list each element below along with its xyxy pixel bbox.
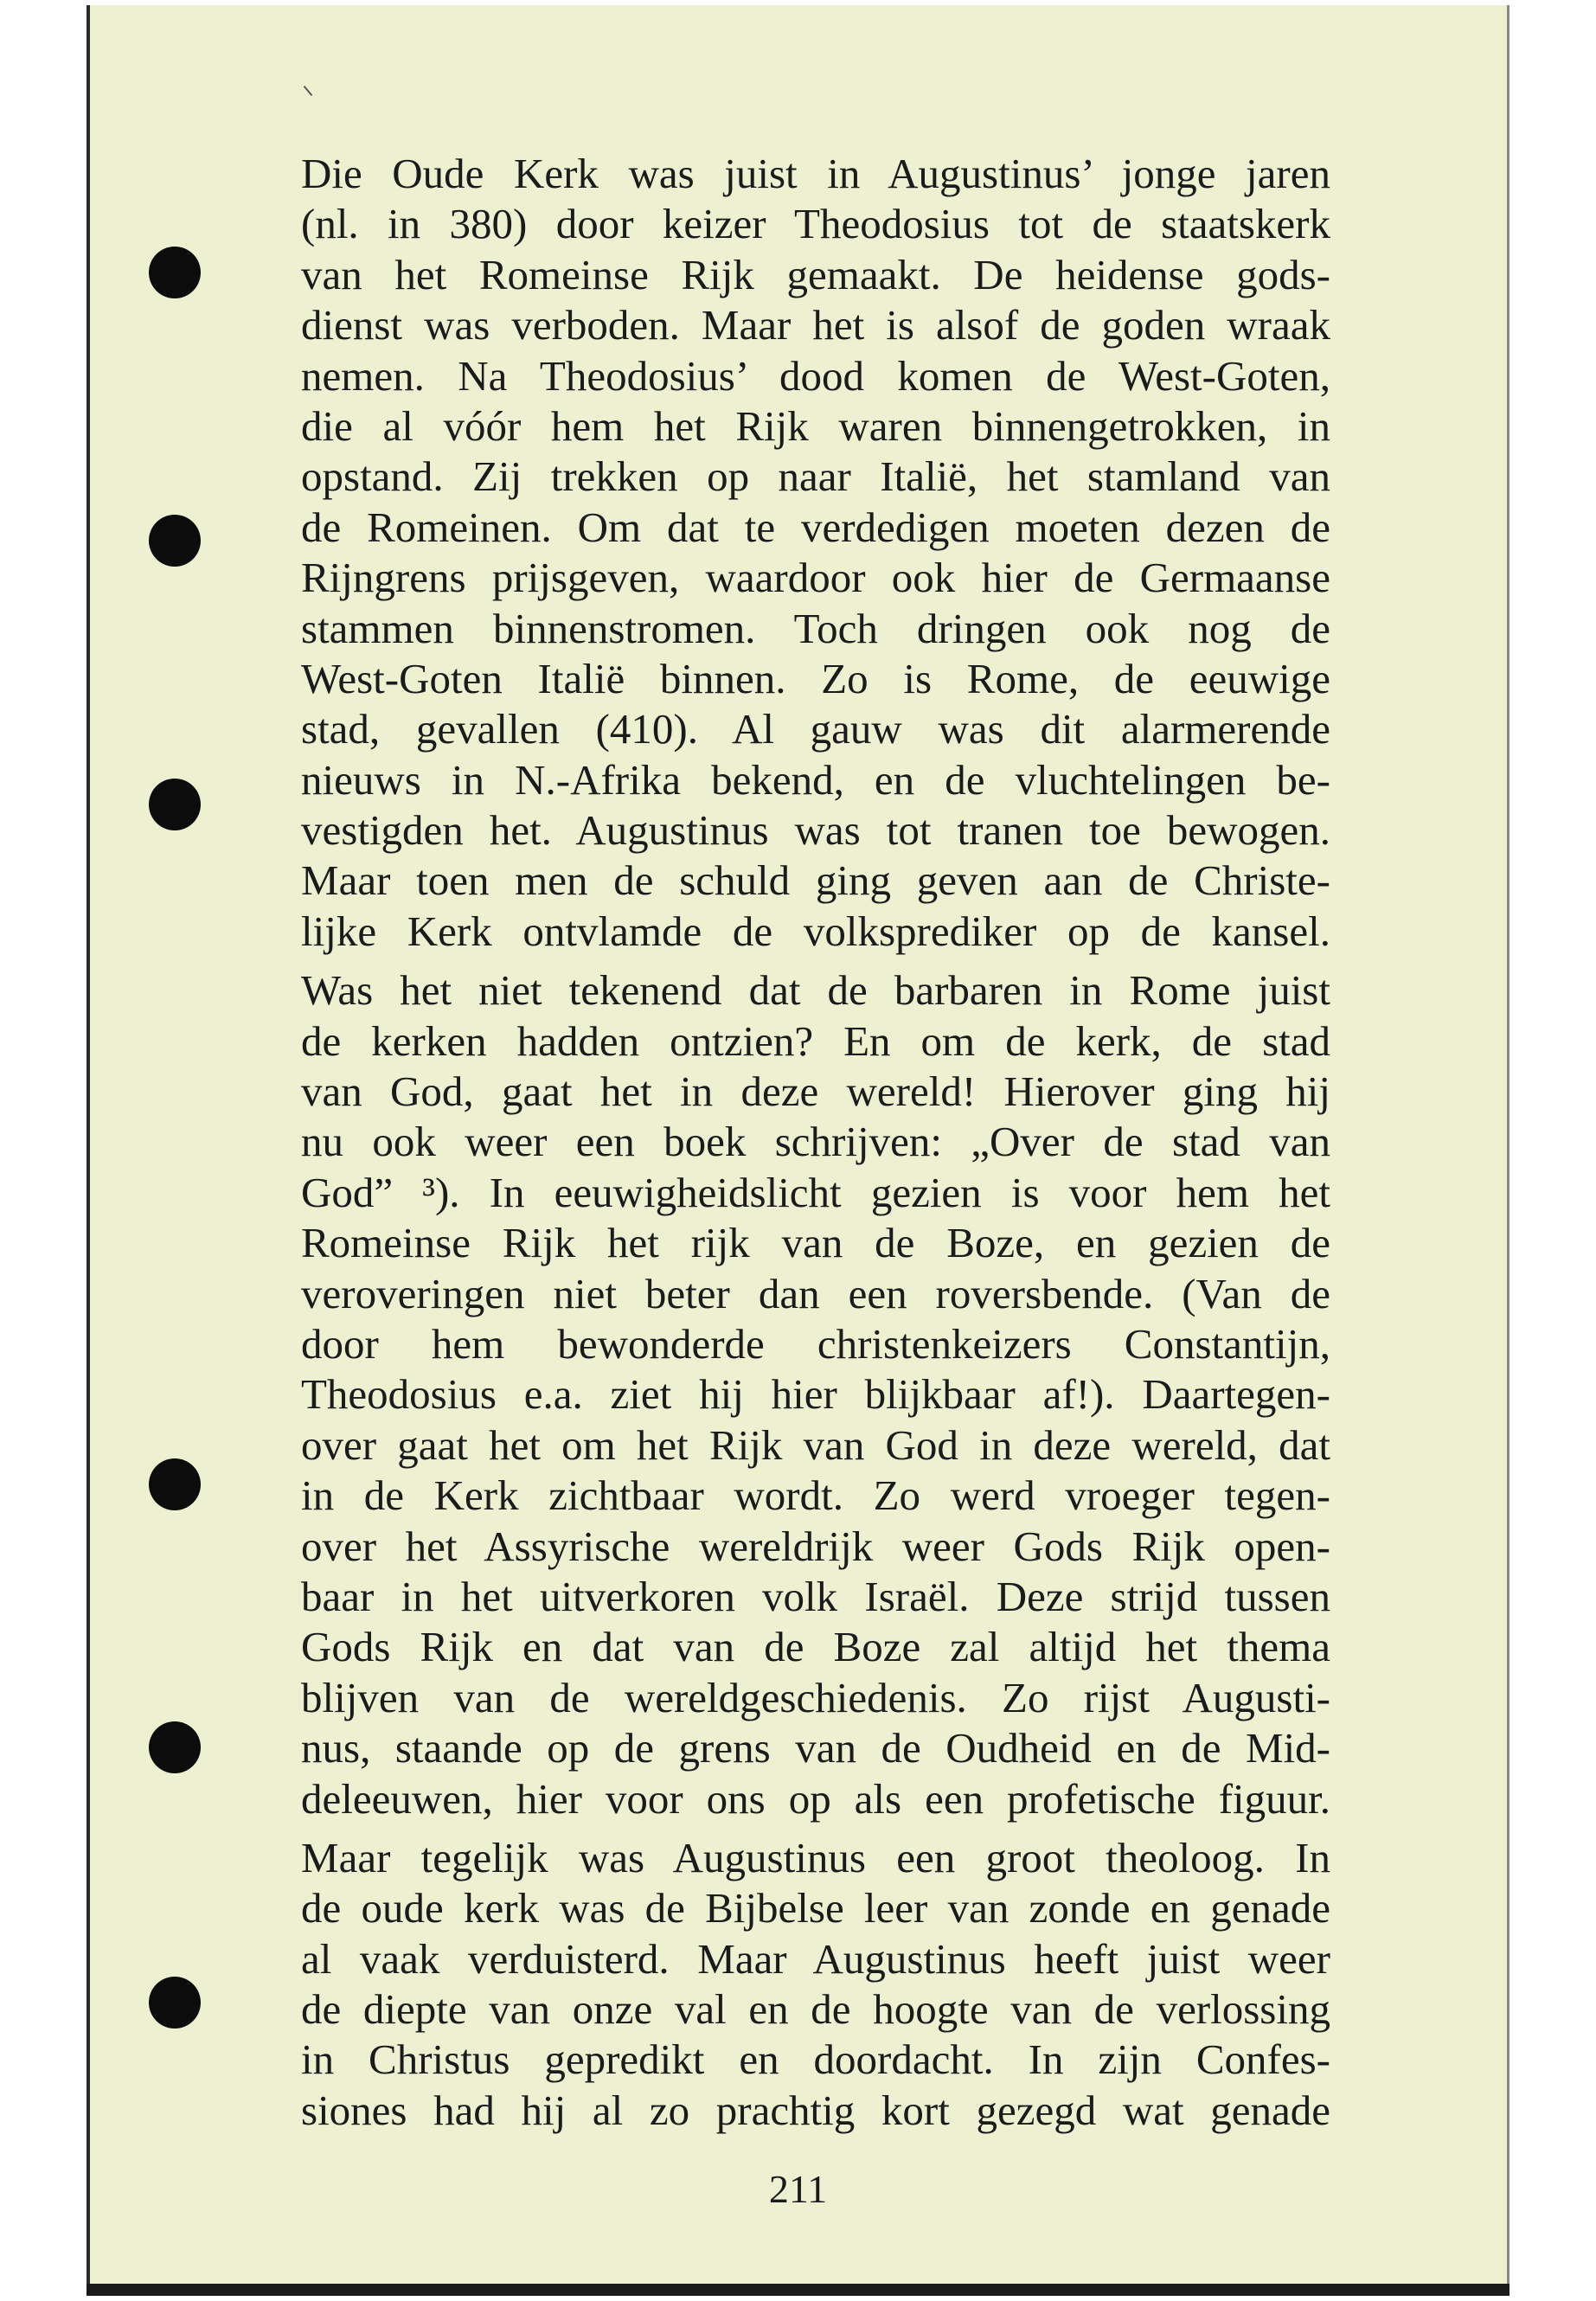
- text-line: baar in het uitverkoren volk Israël. Deze strijd tussen: [301, 1572, 1330, 1620]
- text-line: de diepte van onze val en de hoogte van de verlossing: [301, 1985, 1330, 2034]
- paragraph-gap: [301, 957, 1330, 965]
- text-line: Was het niet tekenend dat de barbaren in Rome juist: [301, 966, 1330, 1015]
- text-line: Rijngrens prijsgeven, waardoor ook hier de Germaanse: [301, 554, 1330, 602]
- text-line: deleeuwen, hier voor ons op als een profetische figuur.: [301, 1774, 1330, 1823]
- page-number: 211: [768, 2167, 828, 2211]
- text-line: nieuws in N.-Afrika bekend, en de vluchtelingen be-: [301, 755, 1330, 804]
- paragraph: [301, 149, 1330, 957]
- paragraph: [301, 1833, 1330, 2136]
- text-line: stammen binnenstromen. Toch dringen ook nog de: [301, 604, 1330, 652]
- binder-hole: [149, 515, 201, 567]
- text-line: door hem bewonderde christenkeizers Constantijn,: [301, 1319, 1330, 1368]
- binder-hole: [149, 779, 201, 830]
- body-text: [301, 149, 1330, 2136]
- text-line: die al vóór hem het Rijk waren binnengetrokken, in: [301, 401, 1330, 450]
- text-line: lijke Kerk ontvlamde de volksprediker op de kansel.: [301, 907, 1330, 955]
- text-line: van God, gaat het in deze wereld! Hierover ging hij: [301, 1067, 1330, 1116]
- binder-hole: [149, 1977, 201, 2029]
- text-line: veroveringen niet beter dan een roversbende. (Van de: [301, 1269, 1330, 1317]
- binder-hole: [149, 247, 201, 298]
- text-line: God” ³). In eeuwigheidslicht gezien is voor hem het: [301, 1168, 1330, 1216]
- text-line: in Christus gepredikt en doordacht. In zijn Confes-: [301, 2035, 1330, 2084]
- text-line: Theodosius e.a. ziet hij hier blijkbaar af!). Daartegen-: [301, 1370, 1330, 1419]
- text-line: de Romeinen. Om dat te verdedigen moeten dezen de: [301, 503, 1330, 551]
- text-line: de oude kerk was de Bijbelse leer van zonde en genade: [301, 1884, 1330, 1932]
- text-line: vestigden het. Augustinus was tot tranen toe bewogen.: [301, 806, 1330, 855]
- text-line: in de Kerk zichtbaar wordt. Zo werd vroeger tegen-: [301, 1471, 1330, 1520]
- text-line: (nl. in 380) door keizer Theodosius tot de staatskerk: [301, 200, 1330, 248]
- text-line: blijven van de wereldgeschiedenis. Zo rijst Augusti-: [301, 1673, 1330, 1721]
- text-line: Gods Rijk en dat van de Boze zal altijd het thema: [301, 1623, 1330, 1671]
- text-line: siones had hij al zo prachtig kort gezegd wat genade: [301, 2086, 1330, 2134]
- text-line: Maar tegelijk was Augustinus een groot theoloog. In: [301, 1833, 1330, 1881]
- text-line: dienst was verboden. Maar het is alsof de goden wraak: [301, 301, 1330, 349]
- text-line: de kerken hadden ontzien? En om de kerk, de stad: [301, 1016, 1330, 1065]
- paragraph-gap: [301, 1824, 1330, 1833]
- text-line: van het Romeinse Rijk gemaakt. De heidense gods-: [301, 250, 1330, 298]
- text-line: Maar toen men de schuld ging geven aan de Christe-: [301, 856, 1330, 905]
- paragraph: [301, 965, 1330, 1824]
- text-line: nu ook weer een boek schrijven: „Over de stad van: [301, 1118, 1330, 1166]
- text-line: West-Goten Italië binnen. Zo is Rome, de eeuwige: [301, 654, 1330, 702]
- text-line: over het Assyrische wereldrijk weer Gods Rijk open-: [301, 1522, 1330, 1570]
- text-line: nemen. Na Theodosius’ dood komen de West-Goten,: [301, 351, 1330, 400]
- text-line: Romeinse Rijk het rijk van de Boze, en gezien de: [301, 1219, 1330, 1267]
- text-line: over gaat het om het Rijk van God in deze wereld, dat: [301, 1420, 1330, 1469]
- text-line: Die Oude Kerk was juist in Augustinus’ jonge jaren: [301, 150, 1330, 197]
- text-line: stad, gevallen (410). Al gauw was dit alarmerende: [301, 705, 1330, 753]
- text-line: al vaak verduisterd. Maar Augustinus heeft juist weer: [301, 1934, 1330, 1983]
- binder-hole: [149, 1458, 201, 1510]
- text-line: opstand. Zij trekken op naar Italië, het stamland van: [301, 452, 1330, 501]
- binder-hole: [149, 1721, 201, 1773]
- bottom-edge-rule: [87, 2284, 1509, 2296]
- text-line: nus, staande op de grens van de Oudheid en de Mid-: [301, 1724, 1330, 1772]
